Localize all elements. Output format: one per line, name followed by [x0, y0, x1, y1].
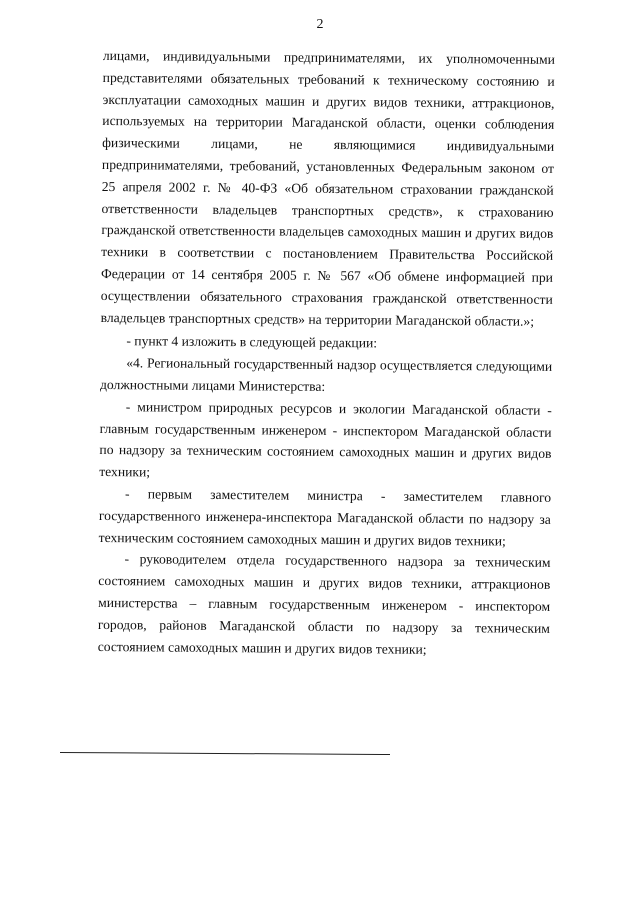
paragraph-department-head: - руководителем отдела государственного надзора за техническим состоянием самоходных машин и других видов техники, аттракционов министерства – главным государственным инженером - инспектором городов, районов Магаданской области по надзору за техническим состоянием самоходных машин и других видов техники;: [97, 551, 551, 657]
paragraph-item-4-instruction: - пункт 4 изложить в следующей редакции:: [126, 333, 378, 351]
paragraph-first-deputy: - первым заместителем министра - заместителем главного государственного инженера-инспектора Магаданской области по надзору за техническим состоянием самоходных машин и других видов техники;: [98, 486, 552, 549]
page-number: 2: [316, 17, 324, 32]
paragraph-item-4-intro: «4. Региональный государственный надзор осуществляется следующими должностными лицами Министерства:: [99, 355, 553, 394]
paragraph-continuation: лицами, индивидуальными предпринимателями, их уполномоченными представителями обязательных требований к техническому состоянию и эксплуатации самоходных машин и других видов техники, аттракционов, используемых на территории Магаданской области, оценки соблюдения физическими лицами, не являющимися индивидуальными предпринимателями, требований, установленных Федеральным законом от 25 апреля 2002 г. № 40-ФЗ «Об обязательном страховании гражданской ответственности владельцев транспортных средств», к страхованию гражданской ответственности владельцев самоходных машин и других видов техники в соответствии с постановлением Правительства Российской Федерации от 14 сентября 2005 г. № 567 «Об обмене информацией при осуществлении обязательного страхования гражданской ответственности владельцев транспортных средств» на территории Магаданской области.»;: [100, 47, 555, 329]
footnote-separator-line: [60, 752, 390, 755]
paragraph-minister: - министром природных ресурсов и экологии Магаданской области - главным государственным инженером - инспектором Магаданской области по надзору за техническим состоянием самоходных машин и других видов техники;: [99, 398, 552, 480]
document-body: [98, 45, 555, 661]
